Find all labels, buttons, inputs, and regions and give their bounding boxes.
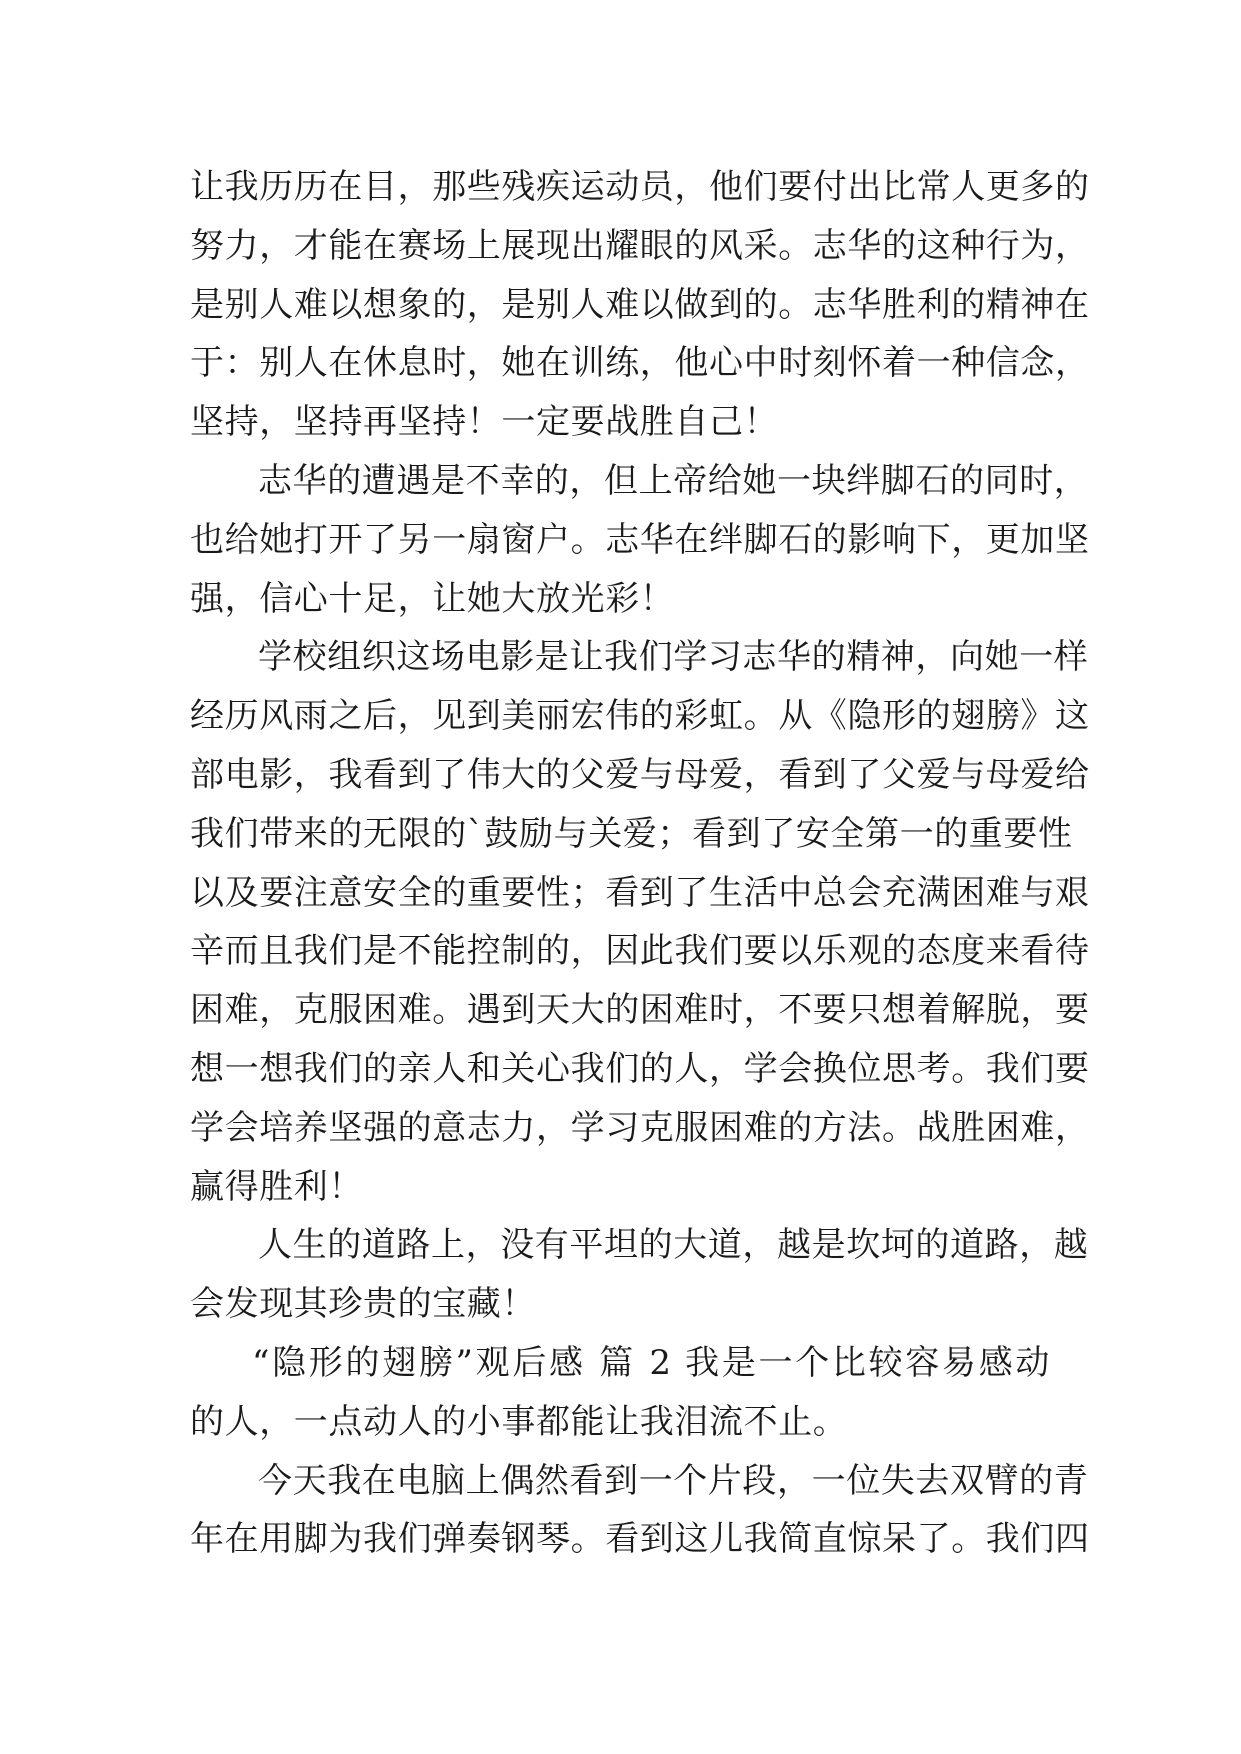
text-line: 年在用脚为我们弹奏钢琴。看到这儿我简直惊呆了。我们四 (190, 1519, 1090, 1560)
text-line: 困难，克服困难。遇到天大的困难时，不要只想着解脱，要 (190, 990, 1090, 1031)
text-line: 今天我在电脑上偶然看到一个片段，一位失去双臂的青 (258, 1460, 1089, 1501)
text-line: 辛而且我们是不能控制的，因此我们要以乐观的态度来看待 (190, 931, 1090, 972)
text-line: 学校组织这场电影是让我们学习志华的精神，向她一样 (258, 637, 1089, 678)
document-body (190, 158, 1090, 1569)
text-line: 也给她打开了另一扇窗户。志华在绊脚石的影响下，更加坚 (190, 519, 1090, 560)
text-line: 坚持，坚持再坚持！一定要战胜自己！ (190, 402, 779, 443)
text-line: 赢得胜利！ (190, 1166, 363, 1207)
text-line: 以及要注意安全的重要性；看到了生活中总会充满困难与艰 (190, 872, 1090, 913)
text-line: 经历风雨之后，见到美丽宏伟的彩虹。从《隐形的翅膀》这 (190, 696, 1090, 737)
text-line: 我们带来的无限的`鼓励与关爱；看到了安全第一的重要性 (190, 813, 1073, 854)
text-line: 学会培养坚强的意志力，学习克服困难的方法。战胜困难， (190, 1107, 1090, 1148)
text-line: 强，信心十足，让她大放光彩！ (190, 578, 675, 619)
text-line: 想一想我们的亲人和关心我们的人，学会换位思考。我们要 (190, 1048, 1090, 1089)
text-line: 部电影，我看到了伟大的父爱与母爱，看到了父爱与母爱给 (190, 754, 1090, 795)
text-line: 人生的道路上，没有平坦的大道，越是坎坷的道路，越 (258, 1225, 1089, 1266)
section-heading-line: “隐形的翅膀”观后感 篇 2 我是一个比较容易感动 (252, 1342, 1050, 1383)
text-line: 的人，一点动人的小事都能让我泪流不止。 (190, 1401, 848, 1442)
text-line: 是别人难以想象的，是别人难以做到的。志华胜利的精神在 (190, 284, 1090, 325)
text-line: 会发现其珍贵的宝藏！ (190, 1284, 536, 1325)
text-line: 让我历历在目，那些残疾运动员，他们要付出比常人更多的 (190, 167, 1090, 207)
text-line: 于：别人在休息时，她在训练，他心中时刻怀着一种信念， (190, 343, 1090, 384)
text-line: 努力，才能在赛场上展现出耀眼的风采。志华的这种行为， (190, 225, 1090, 266)
text-line: 志华的遭遇是不幸的，但上帝给她一块绊脚石的同时， (258, 460, 1089, 501)
